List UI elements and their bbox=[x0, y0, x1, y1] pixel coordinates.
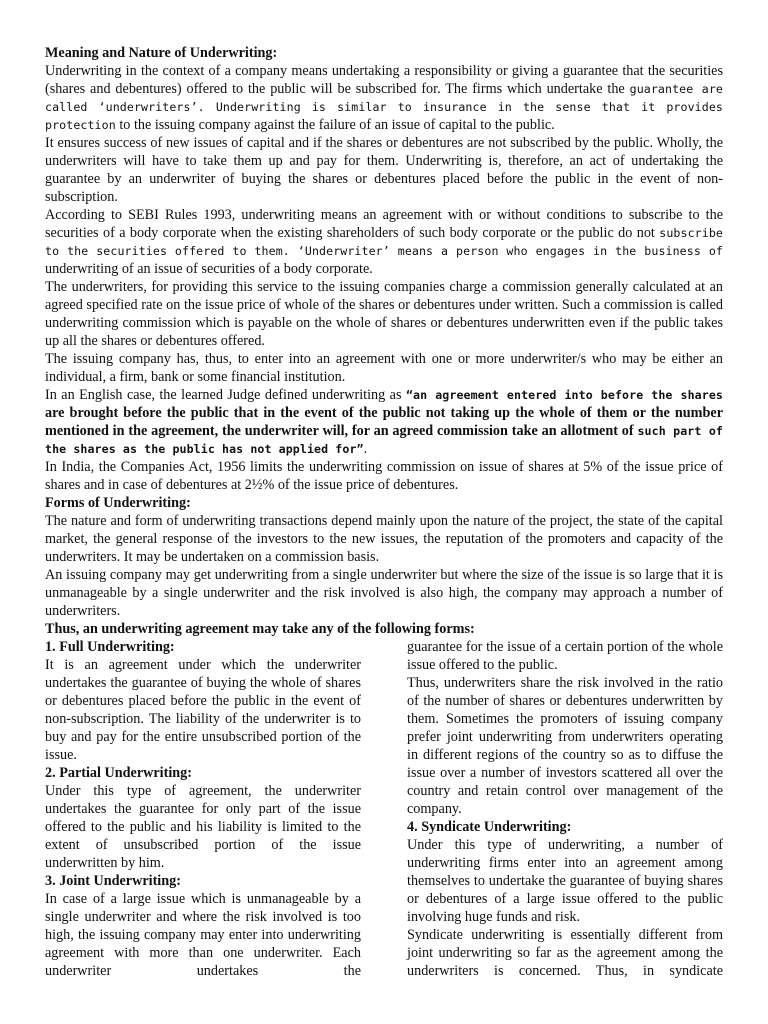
section-heading-meaning: Meaning and Nature of Underwriting: bbox=[45, 45, 278, 61]
forms-lead-heading: Thus, an underwriting agreement may take any of the following forms: bbox=[45, 621, 475, 637]
paragraph-agreement: The issuing company has, thus, to enter into an agreement with one or more underwriter/s who may be either an individual, a firm, bank or some financial institution. bbox=[45, 351, 723, 385]
paragraph-text: to the issuing company against the failure of an issue of capital to the public. bbox=[115, 117, 555, 133]
heading-syndicate-underwriting: 4. Syndicate Underwriting: bbox=[407, 819, 572, 835]
paragraph-text: According to SEBI Rules 1993, underwriting means an agreement with or without conditions to subscribe to the securities of a body corporate when the existing shareholders of such body corporate or the public do not bbox=[45, 207, 723, 241]
paragraph-definition bbox=[45, 62, 723, 134]
paragraph-single-underwriter: An issuing company may get underwriting from a single underwriter but where the size of the issue is so large that it is unmanageable by a single underwriter and the risk involved is also high, the company may approach a number of underwriters. bbox=[45, 567, 723, 619]
quote-text: are brought before the public that in the event of the public not taking up the whole of them or the number mentioned in the agreement, the underwriter will, for an agreed commission take an allotment of bbox=[45, 405, 723, 439]
left-column bbox=[45, 638, 361, 980]
paragraph-text: . bbox=[363, 441, 368, 457]
heading-partial-underwriting: 2. Partial Underwriting: bbox=[45, 765, 192, 781]
text-joint-underwriting: In case of a large issue which is unmanageable by a single underwriter and where the risk involved is too high, the issuing company may enter into underwriting agreement with more than one underwriter. Each underwriter undertakes the bbox=[45, 891, 361, 979]
text-syndicate-underwriting: Under this type of underwriting, a number of underwriting firms enter into an agreement among themselves to undertake the guarantee of buying shares or debentures of a large issue offered to the public involving huge funds and risk. bbox=[407, 837, 723, 925]
paragraph-commission: The underwriters, for providing this service to the issuing companies charge a commission generally calculated at an agreed specified rate on the issue price of whole of the shares or debentures under written. Such a commission is called underwriting commission which is payable on the whole of shares or debentures underwritten even if the public takes up all the shares or debentures offered. bbox=[45, 279, 723, 349]
text-joint-underwriting-risk: Thus, underwriters share the risk involved in the ratio of the number of shares or debentures underwritten by them. Sometimes the promoters of issuing company prefer joint underwriting from underwriters operating in different regions of the country so as to diffuse the issue over a number of investors scattered all over the country and retain control over management of the company. bbox=[407, 675, 723, 817]
document-page bbox=[45, 44, 723, 980]
heading-full-underwriting: 1. Full Underwriting: bbox=[45, 639, 175, 655]
heading-joint-underwriting: 3. Joint Underwriting: bbox=[45, 873, 181, 889]
text-partial-underwriting: Under this type of agreement, the underwriter undertakes the guarantee for only part of the issue offered to the public and his liability is limited to the extent of unsubscribed portion of the issue underwritten by him. bbox=[45, 783, 361, 871]
section-heading-forms: Forms of Underwriting: bbox=[45, 495, 191, 511]
paragraph-sebi bbox=[45, 206, 723, 278]
paragraph-text: In an English case, the learned Judge defined underwriting as bbox=[45, 387, 406, 403]
right-column bbox=[407, 638, 723, 980]
paragraph-text-mono: guarantee are called ‘underwriters’. Underwriting is similar to insurance in the sense that it provides protection bbox=[45, 82, 723, 132]
paragraph-text: underwriting of an issue of securities of a body corporate. bbox=[45, 261, 373, 277]
paragraph-text: Underwriting in the context of a company means undertaking a responsibility or giving a guarantee that the securities (shares and debentures) offered to the public will be subscribed for. The firms which undertake the bbox=[45, 63, 723, 97]
paragraph-success: It ensures success of new issues of capital and if the shares or debentures are not subscribed by the public. Wholly, the underwriters will have to take them up and pay for them. Underwriting is, therefore, an act of undertaking the guarantee by an underwriter of buying the shares or debentures placed before the public in the event of non- subscription. bbox=[45, 135, 723, 205]
paragraph-english-case bbox=[45, 386, 723, 458]
quote-text-mono: such part of the shares as the public has not applied for” bbox=[45, 424, 723, 456]
quote-text-mono: “an agreement entered into before the shares bbox=[405, 388, 723, 402]
text-syndicate-difference: Syndicate underwriting is essentially different from joint underwriting so far as the agreement among the underwriters is concerned. Thus, in syndicate bbox=[407, 927, 723, 979]
paragraph-text-mono: subscribe to the securities offered to them. ‘Underwriter’ means a person who engages in the business of bbox=[45, 226, 723, 258]
text-full-underwriting: It is an agreement under which the underwriter undertakes the guarantee of buying the whole of shares or debentures placed before the public in the event of non-subscription. The liability of the underwriter is to buy and pay for the entire unsubscribed portion of the issue. bbox=[45, 657, 361, 763]
two-column-section bbox=[45, 638, 723, 980]
paragraph-nature-form: The nature and form of underwriting transactions depend mainly upon the nature of the project, the state of the capital market, the general response of the investors to the new issues, the reputation of the promoters and capacity of the underwriters. It may be undertaken on a commission basis. bbox=[45, 513, 723, 565]
text-joint-underwriting-continued: guarantee for the issue of a certain portion of the whole issue offered to the public. bbox=[407, 639, 723, 673]
paragraph-india-limits: In India, the Companies Act, 1956 limits the underwriting commission on issue of shares at 5% of the issue price of shares and in case of debentures at 2½% of the issue price of debentures. bbox=[45, 459, 723, 493]
